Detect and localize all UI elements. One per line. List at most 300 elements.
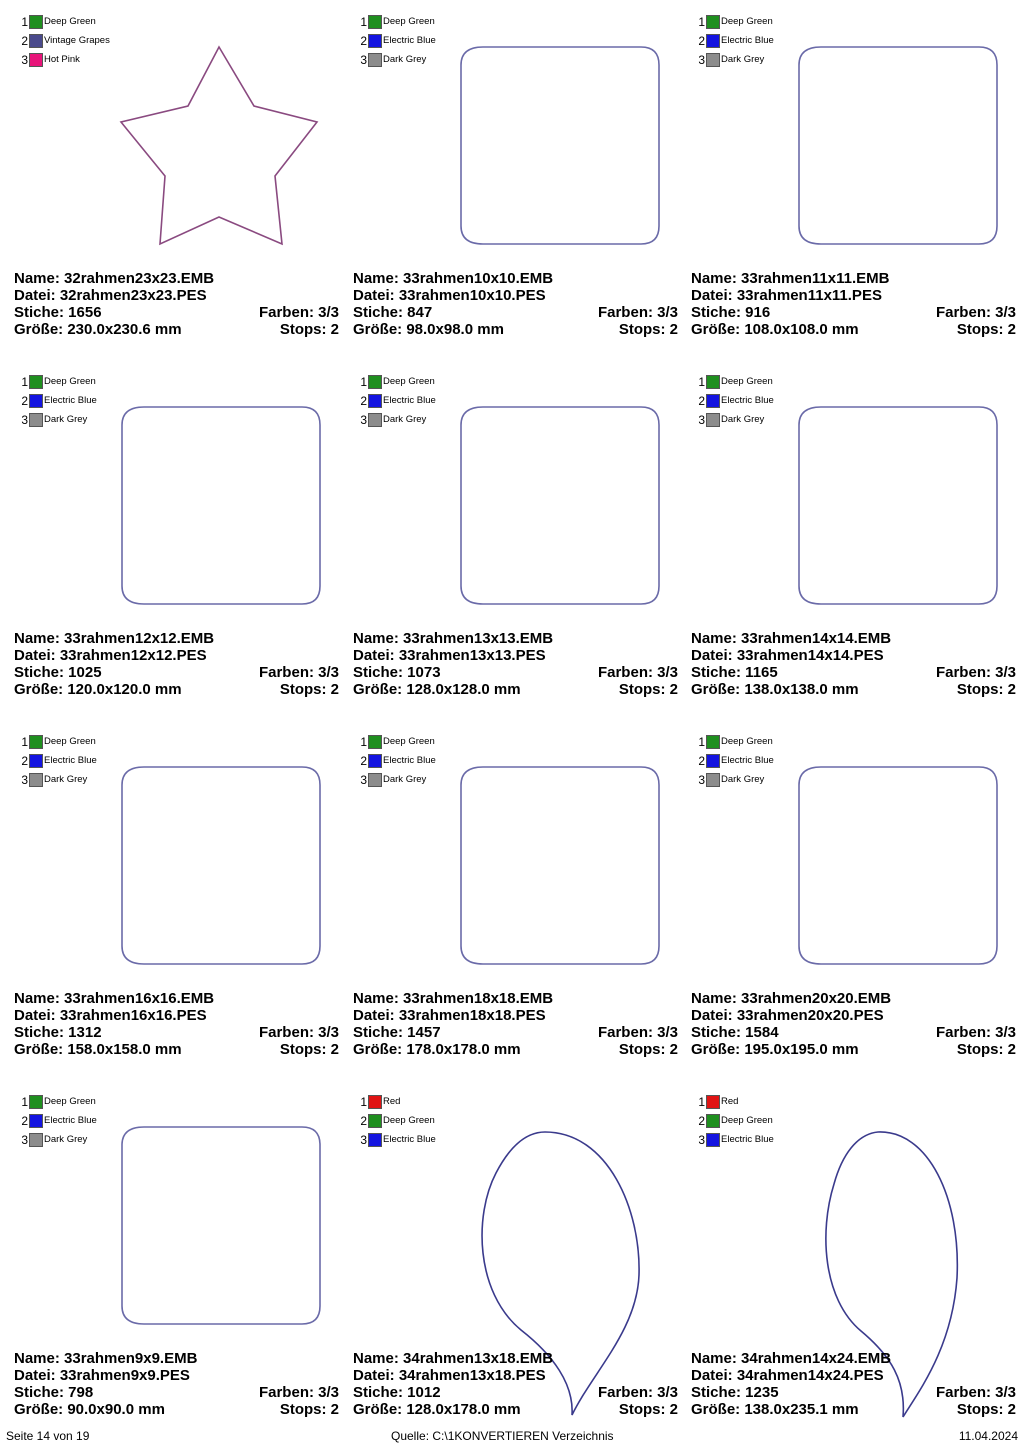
thread-swatch <box>29 15 43 29</box>
design-file-row <box>691 1007 1016 1024</box>
design-info <box>691 1350 1016 1418</box>
thread-number: 2 <box>21 34 28 48</box>
design-name: Name: 33rahmen9x9.EMB <box>14 1350 198 1367</box>
thread-name: Electric Blue <box>44 395 97 406</box>
thread-swatch <box>368 53 382 67</box>
thread-name: Vintage Grapes <box>44 35 110 46</box>
design-name: Name: 33rahmen20x20.EMB <box>691 990 892 1007</box>
design-card <box>353 360 691 720</box>
design-name: Name: 33rahmen11x11.EMB <box>691 270 890 287</box>
thread-color-item <box>697 772 817 790</box>
design-stitches-row <box>353 1384 678 1401</box>
thread-name: Dark Grey <box>721 774 765 785</box>
thread-swatch <box>706 34 720 48</box>
thread-swatch <box>368 1133 382 1147</box>
thread-swatch <box>29 375 43 389</box>
design-file: Datei: 34rahmen14x24.PES <box>691 1367 884 1384</box>
thread-number: 2 <box>360 394 367 408</box>
thread-swatch <box>29 1114 43 1128</box>
design-file-row <box>691 647 1016 664</box>
design-outline-square <box>799 767 997 964</box>
design-info <box>353 270 678 338</box>
design-file: Datei: 33rahmen14x14.PES <box>691 647 884 664</box>
thread-swatch <box>368 1114 382 1128</box>
design-stops: Stops: 2 <box>956 681 1016 698</box>
design-colors: Farben: 3/3 <box>597 664 678 681</box>
design-stops: Stops: 2 <box>956 321 1016 338</box>
design-info <box>353 990 678 1058</box>
thread-swatch <box>368 773 382 787</box>
thread-number: 2 <box>698 394 705 408</box>
design-outline-square <box>799 407 997 604</box>
design-stitches: Stiche: 1235 <box>691 1384 779 1401</box>
thread-color-item <box>20 412 140 430</box>
thread-number: 1 <box>21 375 28 389</box>
thread-color-item <box>20 52 140 70</box>
design-name-row <box>353 630 678 647</box>
design-size-row <box>691 1401 1016 1418</box>
design-colors: Farben: 3/3 <box>597 1024 678 1041</box>
thread-swatch <box>706 1114 720 1128</box>
design-info <box>353 1350 678 1418</box>
design-colors: Farben: 3/3 <box>597 1384 678 1401</box>
thread-swatch <box>706 394 720 408</box>
design-colors: Farben: 3/3 <box>258 304 339 321</box>
design-file: Datei: 33rahmen13x13.PES <box>353 647 546 664</box>
thread-name: Deep Green <box>383 1115 435 1126</box>
design-file-row <box>14 1007 339 1024</box>
thread-swatch <box>29 394 43 408</box>
thread-color-item <box>359 1094 479 1112</box>
design-outline-square <box>461 407 659 604</box>
thread-color-item <box>20 1132 140 1150</box>
design-outline-square <box>461 47 659 244</box>
thread-number: 1 <box>360 375 367 389</box>
design-size: Größe: 178.0x178.0 mm <box>353 1041 521 1058</box>
design-stitches: Stiche: 798 <box>14 1384 94 1401</box>
design-size: Größe: 108.0x108.0 mm <box>691 321 859 338</box>
thread-number: 1 <box>21 15 28 29</box>
design-stitches: Stiche: 1012 <box>353 1384 441 1401</box>
design-stitches-row <box>353 304 678 321</box>
thread-color-item <box>697 393 817 411</box>
design-info <box>691 630 1016 698</box>
design-stops: Stops: 2 <box>618 321 678 338</box>
thread-name: Electric Blue <box>44 755 97 766</box>
thread-swatch <box>706 773 720 787</box>
design-name-row <box>691 990 1016 1007</box>
thread-name: Electric Blue <box>383 35 436 46</box>
thread-number: 3 <box>21 773 28 787</box>
thread-color-item <box>359 412 479 430</box>
design-size-row <box>14 1401 339 1418</box>
design-stitches-row <box>14 1024 339 1041</box>
design-size-row <box>691 1041 1016 1058</box>
thread-name: Electric Blue <box>721 395 774 406</box>
design-size: Größe: 128.0x128.0 mm <box>353 681 521 698</box>
thread-number: 2 <box>360 34 367 48</box>
design-info <box>14 1350 339 1418</box>
footer-source: Quelle: C:\1KONVERTIEREN Verzeichnis <box>391 1429 614 1443</box>
thread-swatch <box>29 34 43 48</box>
design-stitches: Stiche: 1073 <box>353 664 441 681</box>
design-size-row <box>353 681 678 698</box>
thread-swatch <box>29 1133 43 1147</box>
design-stitches: Stiche: 847 <box>353 304 433 321</box>
thread-color-item <box>359 393 479 411</box>
thread-name: Dark Grey <box>721 414 765 425</box>
thread-color-item <box>20 33 140 51</box>
design-file-row <box>353 287 678 304</box>
design-card <box>691 720 1024 1080</box>
design-card <box>691 360 1024 720</box>
design-card <box>353 0 691 360</box>
thread-swatch <box>29 735 43 749</box>
design-name: Name: 34rahmen13x18.EMB <box>353 1350 554 1367</box>
thread-number: 3 <box>360 773 367 787</box>
design-size: Größe: 158.0x158.0 mm <box>14 1041 182 1058</box>
design-file-row <box>353 1007 678 1024</box>
thread-color-item <box>697 374 817 392</box>
design-size: Größe: 128.0x178.0 mm <box>353 1401 521 1418</box>
thread-number: 2 <box>360 754 367 768</box>
thread-number: 1 <box>360 15 367 29</box>
design-stops: Stops: 2 <box>956 1401 1016 1418</box>
design-stitches: Stiche: 1457 <box>353 1024 441 1041</box>
design-outline-square <box>461 767 659 964</box>
design-size-row <box>353 1401 678 1418</box>
thread-number: 3 <box>360 53 367 67</box>
design-size: Größe: 98.0x98.0 mm <box>353 321 504 338</box>
thread-name: Electric Blue <box>721 1134 774 1145</box>
design-stitches-row <box>691 1024 1016 1041</box>
thread-number: 1 <box>360 735 367 749</box>
thread-swatch <box>29 413 43 427</box>
thread-color-item <box>20 374 140 392</box>
design-stitches: Stiche: 916 <box>691 304 771 321</box>
design-name-row <box>14 270 339 287</box>
thread-color-item <box>359 52 479 70</box>
thread-name: Deep Green <box>721 16 773 27</box>
thread-name: Dark Grey <box>383 414 427 425</box>
thread-color-item <box>359 14 479 32</box>
design-card <box>353 720 691 1080</box>
thread-name: Dark Grey <box>44 1134 88 1145</box>
thread-color-item <box>20 734 140 752</box>
thread-name: Electric Blue <box>383 1134 436 1145</box>
thread-number: 3 <box>698 413 705 427</box>
design-size: Größe: 138.0x138.0 mm <box>691 681 859 698</box>
thread-swatch <box>29 754 43 768</box>
thread-name: Deep Green <box>44 376 96 387</box>
thread-number: 3 <box>21 53 28 67</box>
design-stitches-row <box>353 1024 678 1041</box>
design-colors: Farben: 3/3 <box>597 304 678 321</box>
design-size: Größe: 138.0x235.1 mm <box>691 1401 859 1418</box>
design-info <box>14 990 339 1058</box>
design-file: Datei: 33rahmen9x9.PES <box>14 1367 190 1384</box>
design-info <box>691 270 1016 338</box>
thread-number: 3 <box>698 773 705 787</box>
design-file-row <box>14 287 339 304</box>
design-info <box>14 630 339 698</box>
thread-swatch <box>29 53 43 67</box>
design-card <box>353 1080 691 1440</box>
design-colors: Farben: 3/3 <box>258 664 339 681</box>
thread-color-item <box>20 753 140 771</box>
design-file: Datei: 33rahmen20x20.PES <box>691 1007 884 1024</box>
thread-swatch <box>706 375 720 389</box>
design-size: Größe: 90.0x90.0 mm <box>14 1401 165 1418</box>
design-size-row <box>14 681 339 698</box>
design-card <box>14 0 352 360</box>
thread-color-item <box>697 753 817 771</box>
thread-number: 2 <box>360 1114 367 1128</box>
design-file-row <box>14 647 339 664</box>
design-file-row <box>14 1367 339 1384</box>
design-colors: Farben: 3/3 <box>258 1384 339 1401</box>
thread-swatch <box>706 15 720 29</box>
design-name: Name: 33rahmen16x16.EMB <box>14 990 215 1007</box>
thread-number: 1 <box>698 15 705 29</box>
thread-number: 1 <box>21 1095 28 1109</box>
thread-number: 1 <box>698 1095 705 1109</box>
thread-swatch <box>706 1133 720 1147</box>
thread-swatch <box>368 34 382 48</box>
design-name-row <box>353 1350 678 1367</box>
thread-number: 2 <box>698 754 705 768</box>
thread-color-item <box>359 1132 479 1150</box>
thread-name: Red <box>383 1096 401 1107</box>
thread-name: Deep Green <box>44 1096 96 1107</box>
thread-number: 3 <box>360 1133 367 1147</box>
design-stitches: Stiche: 1025 <box>14 664 102 681</box>
design-stitches-row <box>691 304 1016 321</box>
thread-swatch <box>368 375 382 389</box>
thread-color-item <box>697 1113 817 1131</box>
design-file-row <box>691 287 1016 304</box>
thread-name: Electric Blue <box>383 395 436 406</box>
thread-number: 3 <box>360 413 367 427</box>
design-name: Name: 32rahmen23x23.EMB <box>14 270 215 287</box>
thread-swatch <box>706 53 720 67</box>
design-size-row <box>14 1041 339 1058</box>
design-stitches-row <box>353 664 678 681</box>
design-name-row <box>691 270 1016 287</box>
design-size-row <box>353 1041 678 1058</box>
design-size-row <box>353 321 678 338</box>
thread-name: Deep Green <box>383 736 435 747</box>
design-stops: Stops: 2 <box>279 681 339 698</box>
thread-color-item <box>697 52 817 70</box>
design-card <box>691 1080 1024 1440</box>
design-stitches-row <box>691 664 1016 681</box>
thread-color-item <box>697 734 817 752</box>
design-outline-star <box>121 47 317 244</box>
thread-color-item <box>20 1113 140 1131</box>
thread-color-item <box>359 33 479 51</box>
design-name: Name: 34rahmen14x24.EMB <box>691 1350 892 1367</box>
thread-number: 1 <box>698 375 705 389</box>
design-stops: Stops: 2 <box>279 321 339 338</box>
design-file: Datei: 33rahmen16x16.PES <box>14 1007 207 1024</box>
thread-number: 1 <box>360 1095 367 1109</box>
design-colors: Farben: 3/3 <box>935 1024 1016 1041</box>
design-name: Name: 33rahmen12x12.EMB <box>14 630 215 647</box>
thread-name: Deep Green <box>383 16 435 27</box>
thread-number: 1 <box>21 735 28 749</box>
design-stitches-row <box>14 304 339 321</box>
thread-color-item <box>359 1113 479 1131</box>
design-size: Größe: 195.0x195.0 mm <box>691 1041 859 1058</box>
thread-name: Deep Green <box>383 376 435 387</box>
thread-name: Dark Grey <box>721 54 765 65</box>
thread-number: 2 <box>21 394 28 408</box>
design-name-row <box>14 990 339 1007</box>
thread-swatch <box>368 413 382 427</box>
design-stops: Stops: 2 <box>279 1041 339 1058</box>
design-name: Name: 33rahmen13x13.EMB <box>353 630 554 647</box>
thread-name: Dark Grey <box>44 414 88 425</box>
design-name-row <box>353 990 678 1007</box>
design-stops: Stops: 2 <box>618 1401 678 1418</box>
design-card <box>14 720 352 1080</box>
design-outline-square <box>799 47 997 244</box>
design-info <box>691 990 1016 1058</box>
design-name-row <box>353 270 678 287</box>
thread-color-item <box>697 1094 817 1112</box>
thread-color-item <box>359 753 479 771</box>
design-card <box>14 360 352 720</box>
design-info <box>353 630 678 698</box>
thread-swatch <box>706 413 720 427</box>
design-size: Größe: 230.0x230.6 mm <box>14 321 182 338</box>
thread-number: 3 <box>21 1133 28 1147</box>
design-name: Name: 33rahmen10x10.EMB <box>353 270 554 287</box>
design-name-row <box>691 630 1016 647</box>
design-file: Datei: 33rahmen18x18.PES <box>353 1007 546 1024</box>
thread-swatch <box>368 735 382 749</box>
thread-swatch <box>368 394 382 408</box>
design-name: Name: 33rahmen18x18.EMB <box>353 990 554 1007</box>
design-stitches: Stiche: 1656 <box>14 304 102 321</box>
thread-number: 1 <box>698 735 705 749</box>
design-stops: Stops: 2 <box>956 1041 1016 1058</box>
design-outline-square <box>122 407 320 604</box>
thread-name: Electric Blue <box>721 35 774 46</box>
design-file-row <box>353 647 678 664</box>
thread-color-item <box>20 772 140 790</box>
thread-name: Deep Green <box>44 736 96 747</box>
thread-name: Dark Grey <box>383 54 427 65</box>
thread-color-item <box>20 1094 140 1112</box>
design-size: Größe: 120.0x120.0 mm <box>14 681 182 698</box>
thread-name: Electric Blue <box>721 755 774 766</box>
design-name-row <box>691 1350 1016 1367</box>
design-size-row <box>14 321 339 338</box>
thread-color-item <box>359 772 479 790</box>
footer-page-number: Seite 14 von 19 <box>6 1429 90 1443</box>
design-colors: Farben: 3/3 <box>935 304 1016 321</box>
design-outline-square <box>122 1127 320 1324</box>
thread-name: Deep Green <box>721 1115 773 1126</box>
design-info <box>14 270 339 338</box>
design-stops: Stops: 2 <box>618 1041 678 1058</box>
thread-number: 2 <box>698 1114 705 1128</box>
design-card <box>691 0 1024 360</box>
design-file: Datei: 34rahmen13x18.PES <box>353 1367 546 1384</box>
thread-swatch <box>706 1095 720 1109</box>
thread-swatch <box>368 15 382 29</box>
thread-swatch <box>706 754 720 768</box>
thread-color-item <box>697 1132 817 1150</box>
design-size-row <box>691 681 1016 698</box>
thread-color-item <box>697 14 817 32</box>
design-file-row <box>691 1367 1016 1384</box>
design-file: Datei: 33rahmen11x11.PES <box>691 287 882 304</box>
thread-name: Electric Blue <box>44 1115 97 1126</box>
thread-name: Electric Blue <box>383 755 436 766</box>
design-stitches-row <box>14 664 339 681</box>
design-stops: Stops: 2 <box>618 681 678 698</box>
design-stitches-row <box>691 1384 1016 1401</box>
thread-name: Dark Grey <box>383 774 427 785</box>
design-colors: Farben: 3/3 <box>935 664 1016 681</box>
design-stops: Stops: 2 <box>279 1401 339 1418</box>
thread-name: Red <box>721 1096 739 1107</box>
thread-color-item <box>697 33 817 51</box>
thread-number: 3 <box>698 53 705 67</box>
design-card <box>14 1080 352 1440</box>
thread-number: 3 <box>698 1133 705 1147</box>
thread-swatch <box>368 1095 382 1109</box>
footer-date: 11.04.2024 <box>958 1429 1018 1443</box>
design-stitches: Stiche: 1165 <box>691 664 778 681</box>
thread-swatch <box>29 1095 43 1109</box>
thread-name: Deep Green <box>721 736 773 747</box>
design-stitches: Stiche: 1312 <box>14 1024 102 1041</box>
design-name-row <box>14 630 339 647</box>
design-size-row <box>691 321 1016 338</box>
thread-number: 2 <box>21 754 28 768</box>
thread-color-item <box>20 393 140 411</box>
thread-swatch <box>29 773 43 787</box>
design-file: Datei: 33rahmen12x12.PES <box>14 647 207 664</box>
design-name-row <box>14 1350 339 1367</box>
design-name: Name: 33rahmen14x14.EMB <box>691 630 892 647</box>
design-stitches-row <box>14 1384 339 1401</box>
thread-color-item <box>359 374 479 392</box>
thread-color-item <box>20 14 140 32</box>
thread-color-item <box>697 412 817 430</box>
design-file: Datei: 33rahmen10x10.PES <box>353 287 546 304</box>
thread-swatch <box>706 735 720 749</box>
thread-name: Dark Grey <box>44 774 88 785</box>
design-file-row <box>353 1367 678 1384</box>
thread-swatch <box>368 754 382 768</box>
thread-name: Deep Green <box>44 16 96 27</box>
design-stitches: Stiche: 1584 <box>691 1024 779 1041</box>
thread-name: Hot Pink <box>44 54 80 65</box>
thread-number: 2 <box>698 34 705 48</box>
thread-name: Deep Green <box>721 376 773 387</box>
design-colors: Farben: 3/3 <box>935 1384 1016 1401</box>
design-file: Datei: 32rahmen23x23.PES <box>14 287 207 304</box>
thread-number: 2 <box>21 1114 28 1128</box>
thread-number: 3 <box>21 413 28 427</box>
design-outline-square <box>122 767 320 964</box>
design-colors: Farben: 3/3 <box>258 1024 339 1041</box>
